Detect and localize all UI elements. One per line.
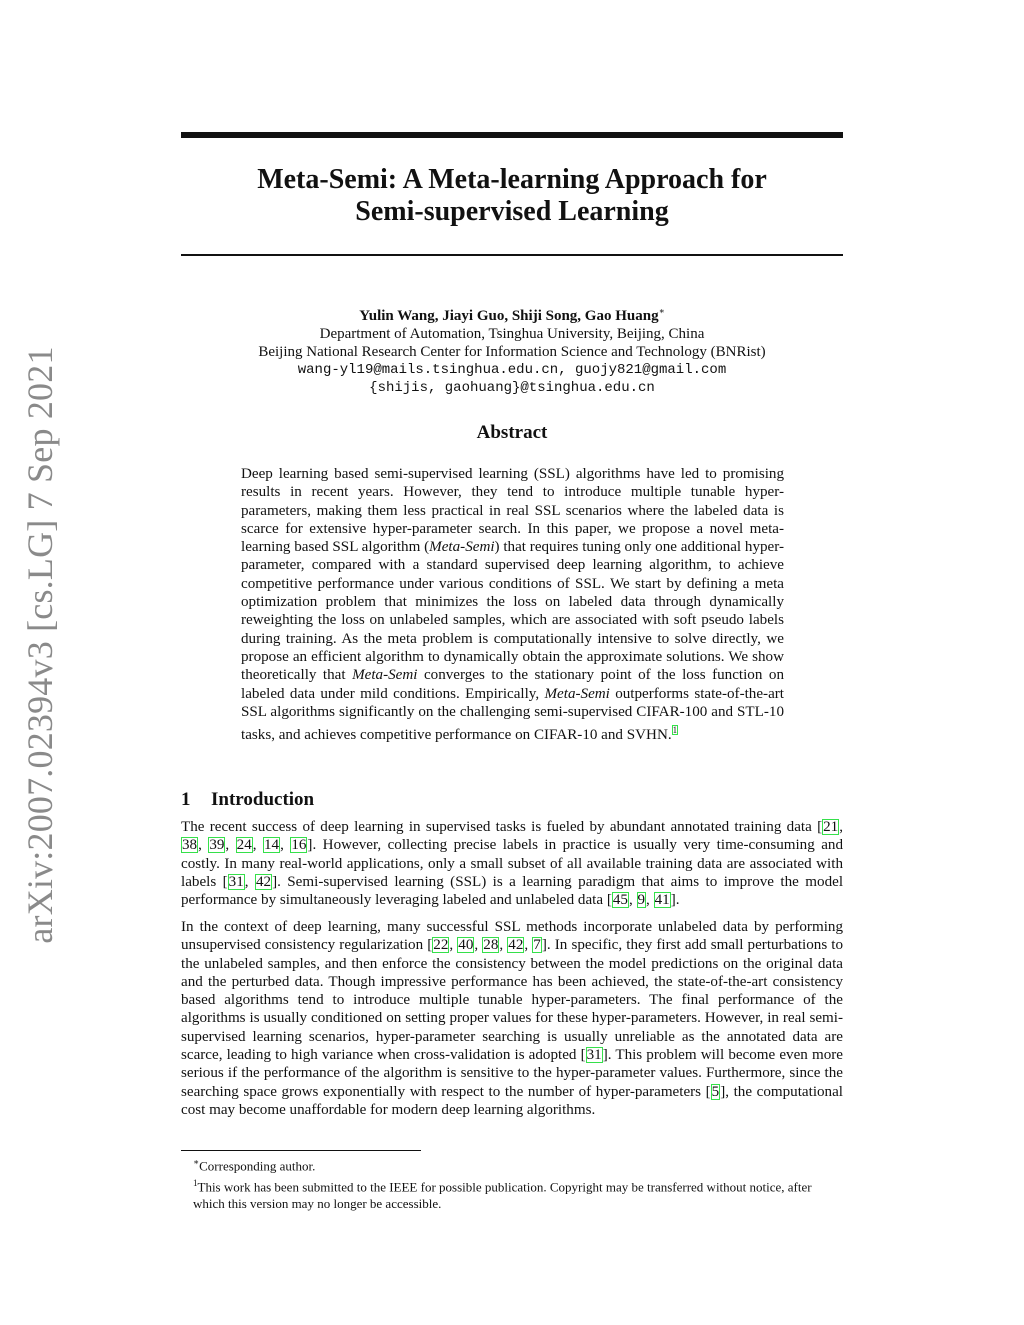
arxiv-sidebar-stamp (20, 345, 60, 944)
method-name: Meta-Semi (544, 685, 610, 702)
abstract-text-d: outperforms state-of-the-art SSL algorithms significantly on the challenging semi-supervised CIFAR-100 and STL-10 tasks, and achieves competitive performance on CIFAR-10 and SVHN. (241, 685, 784, 744)
paragraph-text: , the computational cost may become unaffordable for modern deep learning algorithms. (181, 1083, 843, 1118)
footnote-1: This work has been submitted to the IEEE for possible publication. Copyright may be transferred without notice, after which this version may no longer be accessible. (193, 1179, 812, 1211)
paragraph-text: In the context of deep learning, many successful SSL methods incorporate unlabeled data by performing unsupervised consistency regularization (181, 919, 843, 954)
footnote-link[interactable]: 1 (672, 725, 678, 736)
paragraph-text: . Semi-supervised learning (SSL) is a learning paradigm that aims to improve the model performance by simultaneously leveraging labeled and unlabeled data (181, 873, 844, 909)
author-block (181, 302, 843, 397)
affiliation-2: Beijing National Research Center for Information Science and Technology (BNRist) (258, 344, 766, 360)
footnote-rule (181, 1150, 421, 1151)
section-heading (181, 789, 314, 811)
abstract-text-c: converges to the stationary point of the loss function on labeled data under mild conditions. Empirically, (241, 667, 784, 702)
intro-paragraph-1: The recent success of deep learning in supervised tasks is fueled by abundant annotated training data [21, 38, 39, 24, 14, 16]. However, collecting precise labels in practice is usually very time-consuming and costly. In many real-world applications, only a small subset of all available training data are associated with labels [31, 42]. Semi-supervised learning (SSL) is a learning paradigm that aims to improve the model performance by simultaneously leveraging labeled and unlabeled data [45, 9, 41]. (181, 819, 844, 909)
affiliation-1: Department of Automation, Tsinghua University, Beijing, China (319, 326, 705, 342)
arxiv-identifier: arXiv:2007.02394v3 [cs.LG] 7 Sep 2021 (20, 345, 60, 944)
abstract-heading: Abstract (476, 422, 548, 443)
citation-link[interactable]: 42 (255, 873, 272, 890)
citation-group: 21, 38, 39, 24, 14, 16 (182, 819, 843, 854)
citation-link[interactable]: 24 (236, 837, 252, 854)
paragraph-text: . This problem will become even more serious if the performance of the algorithm is sensitive to the hyper-parameter values. Furthermore, since the searching space grows exponentially with respect to the number of hyper-parameters (181, 1047, 843, 1100)
abstract-text-a: Deep learning based semi-supervised learning (SSL) algorithms have led to promising results in recent years. However, they tend to introduce multiple tunable hyper-parameters, making them less practical in real SSL scenarios where the labeled data is scarce for extensive hyper-parameter search. In this paper, we propose a novel meta-learning based SSL algorithm ( (241, 466, 784, 556)
abstract-body (241, 465, 784, 744)
citation-link[interactable]: 22 (433, 937, 449, 954)
citation-link[interactable]: 45 (612, 892, 628, 909)
footnote-mark: 1 (193, 1177, 198, 1188)
section-title: Introduction (211, 789, 315, 810)
citation-link[interactable]: 5 (711, 1083, 720, 1100)
citation-link[interactable]: 41 (654, 892, 670, 909)
abstract-text-b: ) that requires tuning only one additional hyper-parameter, compared with a standard supervised deep learning algorithm, to achieve competitive performance under various conditions of SSL. We start by defining a meta optimization problem that minimizes the loss on labeled data through dynamically reweighting the loss on unlabeled samples, which are associated with soft pseudo labels during training. As the meta problem is computationally intensive to solve directly, we propose an efficient algorithm to dynamically obtain the approximate solutions. We show theoretically that (241, 539, 785, 684)
author-emails-2: {shijis, gaohuang}@tsinghua.edu.cn (369, 380, 655, 396)
citation-group: 22, 40, 28, 42, 7 (433, 937, 541, 954)
paragraph-text: The recent success of deep learning in supervised tasks is fueled by abundant annotated training data (181, 819, 818, 835)
title-line-2: Semi-supervised Learning (355, 196, 669, 227)
citation-link[interactable]: 40 (458, 937, 474, 954)
citation-group: 45, 9, 41 (612, 892, 670, 909)
citation-link[interactable]: 14 (263, 837, 280, 854)
title-line-1: Meta-Semi: A Meta-learning Approach for (257, 164, 767, 195)
method-name: Meta-Semi (352, 667, 418, 684)
citation-link[interactable]: 21 (823, 819, 839, 835)
citation-link[interactable]: 9 (637, 892, 646, 909)
method-name: Meta-Semi (429, 539, 495, 556)
citation-link[interactable]: 7 (533, 937, 541, 954)
citation-link[interactable]: 42 (508, 937, 524, 954)
citation-link[interactable]: 16 (291, 837, 307, 854)
title-top-rule (181, 132, 843, 138)
paragraph-text: . (675, 892, 680, 909)
paragraph-text: . However, collecting precise labels in practice is usually very time-consuming and costly. In many real-world applications, only a small subset of all available training data are associated with labels (181, 837, 844, 890)
citation-group: 31, 42 (228, 873, 272, 890)
paper-title (181, 164, 843, 228)
footnote-mark: ∗ (193, 1157, 200, 1167)
citation-link[interactable]: 31 (228, 873, 244, 890)
author-names: Yulin Wang, Jiayi Guo, Shiji Song, Gao Huang (359, 308, 659, 324)
citation-link[interactable]: 38 (182, 837, 198, 854)
citation-link[interactable]: 31 (586, 1047, 602, 1064)
author-emails-1: wang-yl19@mails.tsinghua.edu.cn, guojy821@gmail.com (297, 362, 727, 378)
paragraph-text: . In specific, they first add small perturbations to the unlabeled samples, and then enforce the consistency between the model predictions on the original data and the perturbed data. Though impressive performance has been achieved, the state-of-the-art consistency based algorithms tend to introduce multiple tunable hyper-parameters. The final performance of the algorithms is usually conditioned on setting proper values for these hyper-parameters. However, in real semi-supervised learning scenarios, hyper-parameter searching is usually unreliable as the annotated data are scarce, leading to high variance when cross-validation is adopted (181, 937, 844, 1064)
title-bottom-rule (181, 254, 843, 256)
intro-paragraph-2: In the context of deep learning, many successful SSL methods incorporate unlabeled data by performing unsupervised consistency regularization [22, 40, 28, 42, 7]. In specific, they first add small perturbations to the unlabeled samples, and then enforce the consistency between the model predictions on the original data and the perturbed data. Though impressive performance has been achieved, the state-of-the-art consistency based algorithms tend to introduce multiple tunable hyper-parameters. The final performance of the algorithms is usually conditioned on setting proper values for these hyper-parameters. However, in real semi-supervised learning scenarios, hyper-parameter searching is usually unreliable as the annotated data are scarce, leading to high variance when cross-validation is adopted [31]. This problem will become even more serious if the performance of the algorithm is sensitive to the hyper-parameter values. Furthermore, since the searching space grows exponentially with respect to the number of hyper-parameters [5], the computational cost may become unaffordable for modern deep learning algorithms. (181, 919, 844, 1118)
footnote-corresponding: Corresponding author. (199, 1158, 316, 1174)
citation-link[interactable]: 39 (209, 837, 225, 854)
citation-link[interactable]: 28 (483, 937, 499, 954)
corresponding-author-mark: ∗ (658, 306, 665, 316)
footnotes (181, 1154, 843, 1212)
section-number: 1 (181, 789, 191, 810)
